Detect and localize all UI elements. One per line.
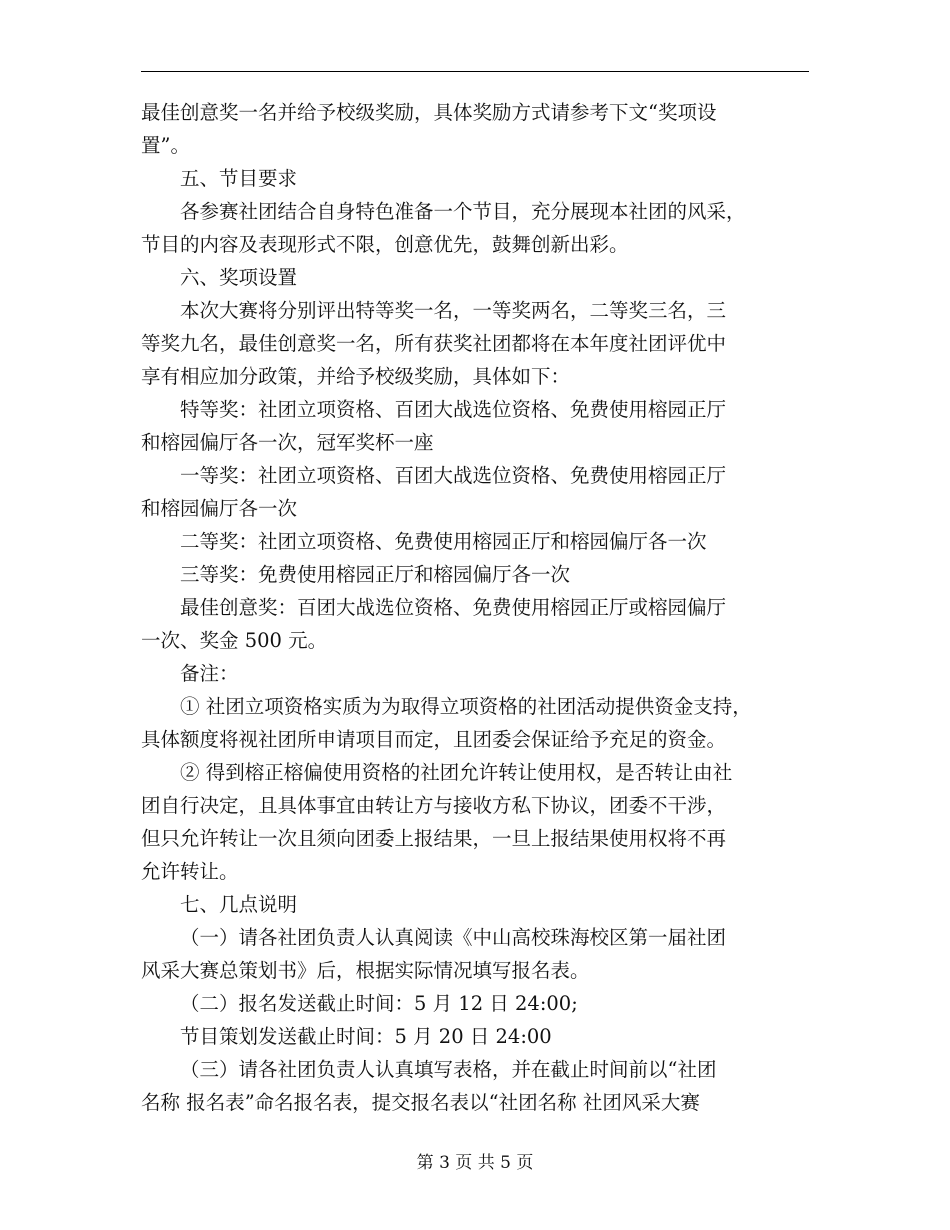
text-line: 团自行决定，且具体事宜由转让方与接收方私下协议，团委不干涉， [141, 794, 727, 817]
page-footer: 第 3 页 共 5 页 [416, 1153, 534, 1173]
text-line: 节目策划发送截止时间：5 月 20 日 24:00 [180, 1025, 552, 1048]
text-line: 七、几点说明 [180, 893, 298, 916]
text-line: 置”。 [141, 134, 190, 157]
text-line: （一）请各社团负责人认真阅读《中山高校珠海校区第一届社团 [180, 926, 727, 949]
text-line: 二等奖：社团立项资格、免费使用榕园正厅和榕园偏厅各一次 [180, 530, 707, 553]
text-line: 允许转让。 [141, 860, 239, 883]
text-line: 特等奖：社团立项资格、百团大战选位资格、免费使用榕园正厅 [180, 398, 727, 421]
text-line: 六、奖项设置 [180, 266, 298, 289]
header-rule [141, 71, 809, 72]
text-line: 三等奖：免费使用榕园正厅和榕园偏厅各一次 [180, 563, 571, 586]
text-line: 享有相应加分政策，并给予校级奖励，具体如下： [141, 365, 571, 388]
text-line: 等奖九名，最佳创意奖一名，所有获奖社团都将在本年度社团评优中 [141, 332, 727, 355]
text-line: 最佳创意奖：百团大战选位资格、免费使用榕园正厅或榕园偏厅 [180, 596, 727, 619]
text-line: 五、节目要求 [180, 167, 298, 190]
text-line: 一等奖：社团立项资格、百团大战选位资格、免费使用榕园正厅 [180, 464, 727, 487]
text-line: ① 社团立项资格实质为为取得立项资格的社团活动提供资金支持， [180, 695, 752, 718]
text-line: 本次大赛将分别评出特等奖一名，一等奖两名，二等奖三名，三 [180, 299, 727, 322]
text-line: 节目的内容及表现形式不限，创意优先，鼓舞创新出彩。 [141, 233, 629, 256]
text-line: 一次、奖金 500 元。 [141, 629, 328, 652]
text-line: 和榕园偏厅各一次，冠军奖杯一座 [141, 431, 434, 454]
text-line: 但只允许转让一次且须向团委上报结果，一旦上报结果使用权将不再 [141, 827, 727, 850]
document-body [141, 96, 809, 1119]
text-line: 名称 报名表”命名报名表，提交报名表以“社团名称 社团风采大赛 [141, 1091, 700, 1114]
text-line: 最佳创意奖一名并给予校级奖励，具体奖励方式请参考下文“奖项设 [141, 101, 717, 124]
text-line: （三）请各社团负责人认真填写表格，并在截止时间前以“社团 [180, 1058, 717, 1081]
text-line: 具体额度将视社团所申请项目而定，且团委会保证给予充足的资金。 [141, 728, 727, 751]
text-line: 各参赛社团结合自身特色准备一个节目，充分展现本社团的风采， [180, 200, 746, 223]
text-line: ② 得到榕正榕偏使用资格的社团允许转让使用权，是否转让由社 [180, 761, 733, 784]
text-line: 风采大赛总策划书》后，根据实际情况填写报名表。 [141, 959, 590, 982]
text-line: （二）报名发送截止时间：5 月 12 日 24:00; [180, 992, 578, 1015]
text-line: 备注： [180, 662, 239, 685]
text-line: 和榕园偏厅各一次 [141, 497, 298, 520]
